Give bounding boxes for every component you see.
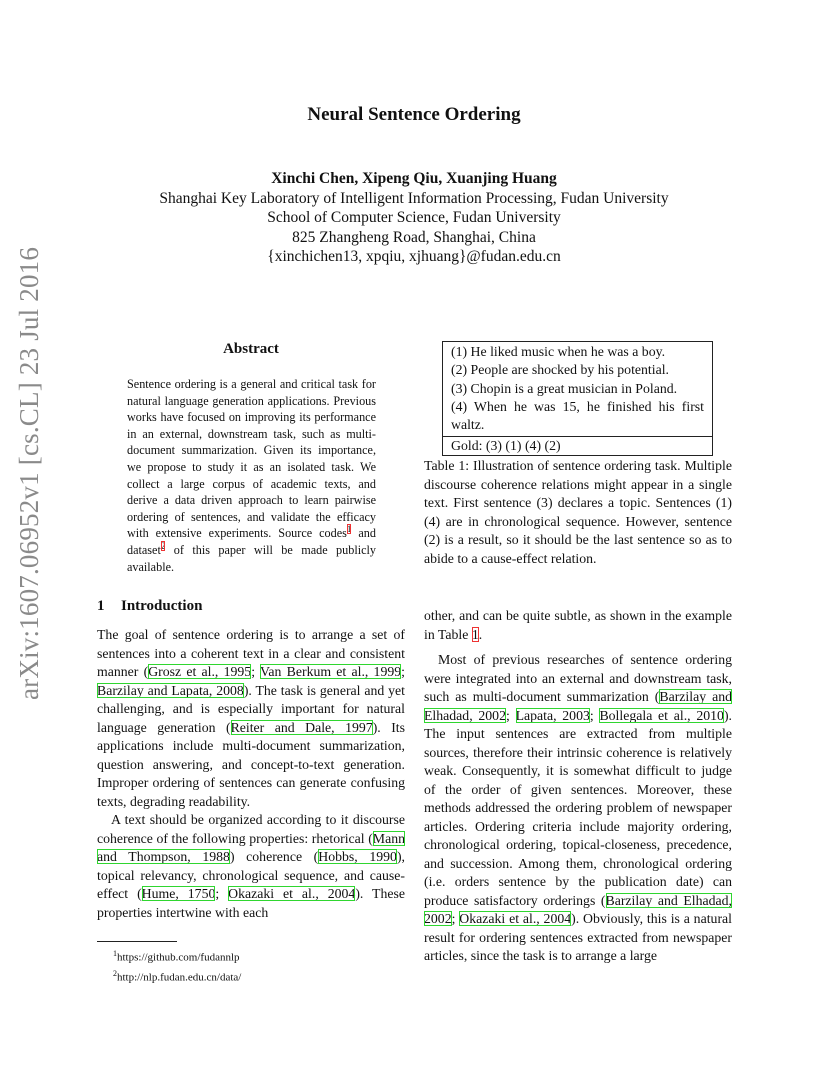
- abstract-heading: Abstract: [223, 341, 279, 357]
- citation[interactable]: Okazaki et al., 2004: [228, 886, 356, 901]
- section-heading: [97, 598, 202, 615]
- author-block: [0, 169, 828, 267]
- text: ;: [215, 886, 229, 901]
- footnotes: [113, 946, 241, 985]
- section-number: 1: [97, 598, 105, 614]
- text: ). These properties intertwine with each: [97, 886, 405, 920]
- example-sentence: (3) Chopin is a great musician in Poland.: [451, 380, 678, 396]
- citation[interactable]: Grosz et al., 1995: [148, 664, 252, 679]
- address: 825 Zhangheng Road, Shanghai, China: [292, 228, 536, 246]
- text: Most of previous researches of sentence ordering were integrated into an external and downstream task, such as multi-document summarization (: [424, 652, 732, 704]
- table-ref[interactable]: 1: [471, 626, 479, 642]
- citation[interactable]: Reiter and Dale, 1997: [230, 719, 373, 735]
- text: ). Obviously, this is a natural result for ordering sentences extracted from newspaper articles, since the task is to arrange a large: [424, 911, 732, 963]
- footnote-1: [113, 946, 241, 966]
- text: ;: [401, 664, 405, 679]
- abstract-part: and dataset: [127, 526, 376, 557]
- footnote-url[interactable]: https://github.com/fudannlp: [117, 951, 240, 964]
- text: ;: [589, 707, 600, 723]
- citation[interactable]: Lapata, 2003: [515, 707, 590, 723]
- email: {xinchichen13, xpqiu, xjhuang}@fudan.edu.cn: [267, 248, 561, 265]
- citation[interactable]: Hobbs, 1990: [318, 849, 397, 864]
- example-sentences: [443, 342, 712, 436]
- text: ;: [505, 707, 516, 723]
- text: ) coherence (: [229, 849, 319, 864]
- text: other, and can be quite subtle, as shown in the example in Table: [424, 608, 732, 642]
- example-sentence: (1) He liked music when he was a boy.: [451, 344, 666, 359]
- citation[interactable]: Barzilay and Lapata, 2008: [97, 682, 244, 698]
- text: ). The task is general and yet challenging, and is especially important for natural language generation (: [97, 682, 405, 735]
- example-sentence: (2) People are shocked by his potential.: [451, 362, 670, 378]
- footnote-url[interactable]: http://nlp.fudan.edu.cn/data/: [117, 971, 242, 984]
- right-column: [424, 607, 732, 966]
- paragraph: [424, 651, 732, 966]
- gold-order: Gold: (3) (1) (4) (2): [443, 436, 712, 455]
- paragraph: [424, 607, 732, 644]
- affiliation-lab: Shanghai Key Laboratory of Intelligent Information Processing, Fudan University: [159, 189, 669, 207]
- citation[interactable]: Barzilay and Elhadad, 2002: [424, 892, 732, 926]
- citation[interactable]: Barzilay and Elhadad, 2002: [424, 689, 732, 723]
- text: .: [478, 626, 483, 642]
- footnote-ref-2[interactable]: 2: [160, 540, 166, 551]
- abstract-part: Sentence ordering is a general and critical task for natural language generation applications. Previous works have focused on improving its performance in an external, downstream task, such as multi-document summarization. Given its importance, we propose to study it as an isolated task. We collect a large corpus of academic texts, and derive a data driven approach to learn pairwise ordering of sentences, and validate the efficacy with extensive experiments. Source codes: [127, 377, 376, 541]
- footnote-mark: 1: [113, 949, 117, 958]
- text: ;: [251, 664, 260, 679]
- arxiv-identifier: arXiv:1607.06952v1 [cs.CL] 23 Jul 2016: [14, 246, 44, 700]
- citation[interactable]: Van Berkum et al., 1999: [259, 664, 402, 679]
- left-column: [97, 626, 405, 922]
- footnote-rule: [97, 941, 177, 942]
- example-sentence: (4) When he was 15, he finished his first waltz.: [451, 398, 704, 433]
- citation[interactable]: Okazaki et al., 2004: [459, 911, 572, 926]
- example-table: [442, 341, 713, 456]
- table-caption: Table 1: Illustration of sentence ordering task. Multiple discourse coherence relations might appear in a single text. First sentence (3) declares a topic. Sentences (1) (4) are in chronological sequence. However, sentence (2) is a result, so it should be the last sentence so as to abide to a cause-effect relation.: [424, 458, 732, 566]
- text: ;: [451, 911, 460, 926]
- text: ). Its applications include multi-document summarization, question answering, and concept-to-text generation. Improper ordering of sentences can generate confusing texts, degrading readability.: [97, 719, 405, 809]
- footnote-ref-1[interactable]: 1: [346, 524, 352, 535]
- text: The goal of sentence ordering is to arrange a set of sentences into a coherent text in a clear and consistent manner (: [97, 627, 405, 679]
- footnote-2: [113, 966, 241, 986]
- citation[interactable]: Mann and Thompson, 1988: [97, 830, 405, 864]
- author-names: Xinchi Chen, Xipeng Qiu, Xuanjing Huang: [271, 170, 557, 187]
- section-title: Introduction: [121, 598, 203, 614]
- citation[interactable]: Bollegala et al., 2010: [599, 707, 724, 723]
- paper-title: Neural Sentence Ordering: [307, 104, 521, 125]
- text: ). The input sentences are extracted from multiple sources, therefore their intrinsic coherence is relatively weak. Consequently, it is somewhat difficult to judge of the order of given sentences. Moreover, these methods addressed the ordering problem of newspaper articles. Ordering criteria include majority ordering, chronological ordering, topical-closeness, precedence, and succession. Among them, chronological ordering (i.e. orders sentence by the publication date) can produce satisfactory orderings (: [424, 707, 732, 908]
- text: ), topical relevancy, chronological sequence, and cause-effect (: [97, 849, 405, 901]
- affiliation-school: School of Computer Science, Fudan University: [267, 209, 561, 226]
- footnote-mark: 2: [113, 968, 117, 978]
- abstract-text: [127, 376, 376, 575]
- paragraph: [97, 626, 405, 811]
- text: A text should be organized according to it discourse coherence of the following properties: rhetorical (: [97, 812, 405, 846]
- paragraph: [97, 811, 405, 922]
- abstract-part: of this paper will be made publicly available.: [127, 542, 376, 574]
- citation[interactable]: Hume, 1750: [141, 886, 216, 901]
